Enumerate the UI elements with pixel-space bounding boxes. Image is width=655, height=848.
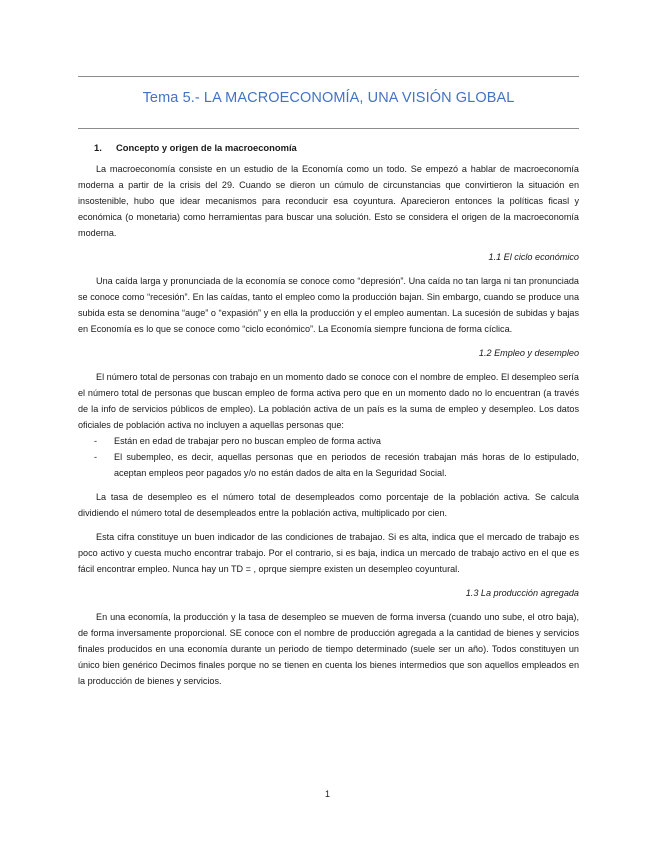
list-item-text: El subempleo, es decir, aquellas personas que en periodos de recesión trabajan más horas de lo estipulado, aceptan empleos peor pagados y/o no están dados de alta en la Seguridad Social.	[114, 452, 579, 478]
paragraph-produccion: En una economía, la producción y la tasa de desempleo se mueven de forma inversa (cuando uno sube, el otro baja), de forma inversamente proporcional. SE conoce con el nombre de producción agregada a la cantidad de bienes y servicios finales producidos en una economía durante un periodo de tiempo determinado (suele ser un año). Todos constituyen un único bien genérico Decimos finales porque no se tienen en cuenta los bienes intermedios que son aquellos empleados en la producción de bienes y servicios.	[78, 612, 579, 686]
section-heading-text: Concepto y origen de la macroeconomía	[116, 142, 297, 153]
subsection-heading-empleo: 1.2 Empleo y desempleo	[478, 348, 579, 358]
list-dash: -	[94, 452, 98, 462]
subsection-heading-produccion: 1.3 La producción agregada	[465, 588, 579, 598]
list-dash: -	[94, 436, 98, 446]
paragraph-intro: La macroeconomía consiste en un estudio de la Economía como un todo. Se empezó a hablar de macroeconomía moderna a partir de la crisis del 29. Cuando se dieron un cúmulo de circunstancias que convirtieron la situación en insostenible, hubo que idear mecanismos para reconducir esa coyuntura. Aparecieron entonces la políticas ficasl y económica (o monetaria) como herramientas para buscar una solución. Esto se considera el origen de la macroeconomía moderna.	[78, 164, 579, 238]
list-item	[78, 449, 579, 481]
paragraph-ciclo: Una caída larga y pronunciada de la economía se conoce como “depresión”. Una caída no tan larga ni tan pronunciada se conoce como “recesión”. En las caídas, tanto el empleo como la producción bajan. Sin embargo, cuando se produce una subida esta se denomina “auge” o “expasión” y en ella la producción y el empleo aumentan. La sucesión de subidas y bajas en Economía es lo que se conoce como “ciclo económico”. La Economía siempre funciona de forma cíclica.	[78, 276, 579, 334]
title-top-rule	[78, 76, 579, 77]
document-body	[78, 142, 579, 689]
section-number: 1.	[94, 142, 102, 153]
paragraph-empleo: El número total de personas con trabajo en un momento dado se conoce con el nombre de empleo. El desempleo sería el número total de personas que buscan empleo de forma activa pero que en un momento dado no lo encuentran (a través de la info de servicios públicos de empleo). La población activa de un país es la suma de empleo y desempleo. Los datos oficiales de población activa no incluyen a aquellas personas que:	[78, 372, 579, 430]
list-item	[78, 433, 579, 449]
title-bottom-rule	[78, 128, 579, 129]
paragraph-indicador: Esta cifra constituye un buen indicador de las condiciones de trabajao. Si es alta, indica que el mercado de trabajo es poco activo y cuesta mucho encontrar trabajo. Por el contrario, si es baja, indica un mercado de trabajo activo en el que es fácil encontrar empleo. Nunca hay un TD = , oprque siempre existen un desempleo coyuntural.	[78, 532, 579, 574]
list-item-text: Están en edad de trabajar pero no buscan empleo de forma activa	[114, 436, 381, 446]
page-title: Tema 5.- LA MACROECONOMÍA, UNA VISIÓN GLOBAL	[142, 90, 515, 106]
subsection-heading-ciclo: 1.1 El ciclo económico	[488, 252, 579, 262]
page-number: 1	[324, 789, 330, 799]
paragraph-tasa: La tasa de desempleo es el número total de desempleados como porcentaje de la población activa. Se calcula dividiendo el número total de desempleados entre la población activa, multiplicado por cien.	[78, 492, 579, 518]
section-heading	[94, 142, 579, 153]
exclusion-list	[78, 433, 579, 481]
